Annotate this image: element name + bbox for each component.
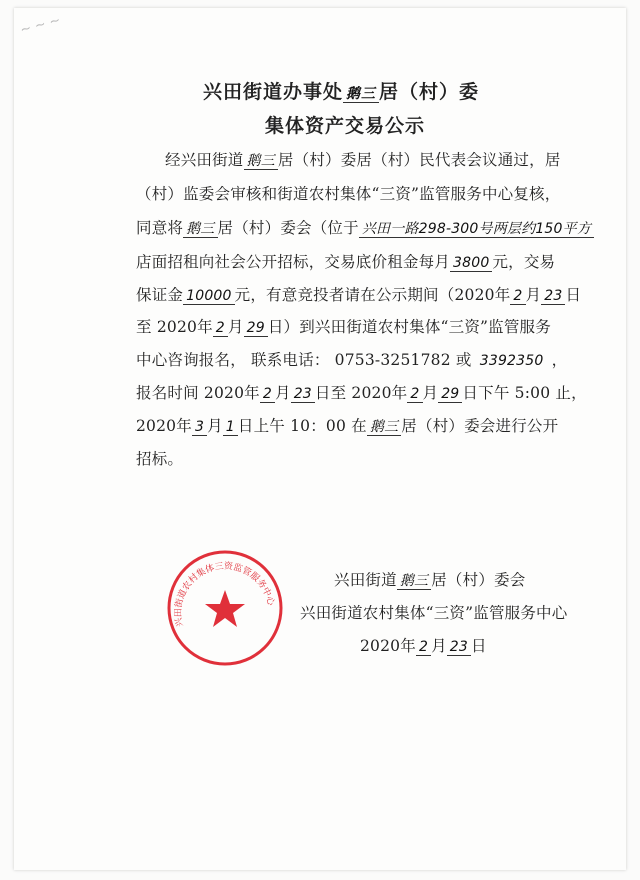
text: ，	[546, 351, 568, 369]
handwritten-rent: 3800	[450, 255, 492, 272]
handwritten-day: 1	[223, 419, 238, 436]
signature-line-2: 兴田街道农村集体“三资”监管服务中心	[300, 604, 568, 622]
handwritten-month: 3	[192, 419, 207, 436]
body-line-1	[165, 150, 561, 170]
text: 兴田街道	[334, 571, 397, 589]
handwritten-name: 鹅三	[397, 573, 431, 590]
body-line-7	[136, 350, 567, 370]
text: 报名时间 2020年	[136, 384, 260, 402]
text: 保证金	[136, 286, 184, 304]
title-line-2: 集体资产交易公示	[265, 115, 426, 137]
handwritten-day: 29	[438, 386, 462, 403]
handwritten-month: 2	[416, 639, 431, 656]
handwritten-day: 23	[541, 288, 565, 305]
body-line-8	[136, 383, 587, 403]
text: 居（村）委居（村）民代表会议通过，居	[277, 151, 561, 169]
body-line-9	[136, 416, 558, 436]
seal-text: 兴田街道农村集体三资监管服务中心	[173, 561, 276, 628]
text: 元，交易	[492, 253, 556, 271]
handwritten-day: 23	[447, 639, 471, 656]
signature-date	[360, 636, 487, 656]
handwritten-address: 兴田一路298-300号两层约150平方	[359, 221, 594, 238]
text: 居（村）委会	[431, 571, 526, 589]
text: 至 2020年	[136, 318, 213, 336]
handwritten-day: 29	[244, 320, 268, 337]
body-line-2: （村）监委会审核和街道农村集体“三资”监管服务中心复核，	[136, 185, 561, 203]
pencil-scribble: ~ ~ ~	[18, 12, 63, 39]
text: 月	[274, 384, 291, 402]
text: 同意将	[136, 219, 184, 237]
body-line-6	[136, 317, 551, 337]
body-line-10: 招标。	[136, 450, 184, 468]
handwritten-deposit: 10000	[183, 288, 235, 305]
text: 居（村）委会进行公开	[401, 417, 559, 435]
text: 中心咨询报名， 联系电话： 0753-3251782 或	[136, 351, 477, 369]
handwritten-day: 23	[291, 386, 315, 403]
title-line-1	[203, 80, 479, 104]
text: 月	[207, 417, 223, 435]
body-line-5	[136, 285, 581, 305]
text: 月	[431, 637, 447, 655]
handwritten-name: 鹅三	[244, 153, 278, 170]
signature-line-1	[334, 570, 525, 590]
handwritten-month: 2	[510, 288, 525, 305]
handwritten-month: 2	[213, 320, 228, 337]
text: 元，有意竞投者请在公示期间（2020年	[234, 286, 511, 304]
text: 日上午 10：00 在	[237, 417, 367, 435]
text: 2020年	[136, 417, 192, 435]
body-line-3	[136, 218, 594, 238]
official-seal	[165, 548, 285, 668]
title-suffix: 居（村）委	[379, 81, 480, 103]
text: 月	[422, 384, 439, 402]
text: 日）到兴田街道农村集体“三资”监管服务	[267, 318, 551, 336]
handwritten-month: 2	[407, 386, 422, 403]
seal-star-icon	[205, 590, 245, 627]
text: 月	[227, 318, 244, 336]
handwritten-name: 鹅三	[367, 419, 401, 436]
text: 日	[470, 637, 487, 655]
text: 日至 2020年	[314, 384, 408, 402]
handwritten-committee-name: 鹅三	[343, 86, 379, 103]
handwritten-month: 2	[260, 386, 275, 403]
text: 经兴田街道	[165, 151, 244, 169]
handwritten-name: 鹅三	[183, 221, 217, 238]
title-prefix: 兴田街道办事处	[203, 81, 344, 103]
body-line-4	[136, 252, 555, 272]
handwritten-phone: 3392350	[479, 353, 544, 369]
text: 2020年	[360, 637, 416, 655]
text: 日	[565, 286, 582, 304]
text: 店面招租向社会公开招标，交易底价租金每月	[136, 253, 451, 271]
text: 日下午 5:00 止，	[462, 384, 587, 402]
text: 居（村）委会（位于	[217, 219, 359, 237]
text: 月	[525, 286, 542, 304]
